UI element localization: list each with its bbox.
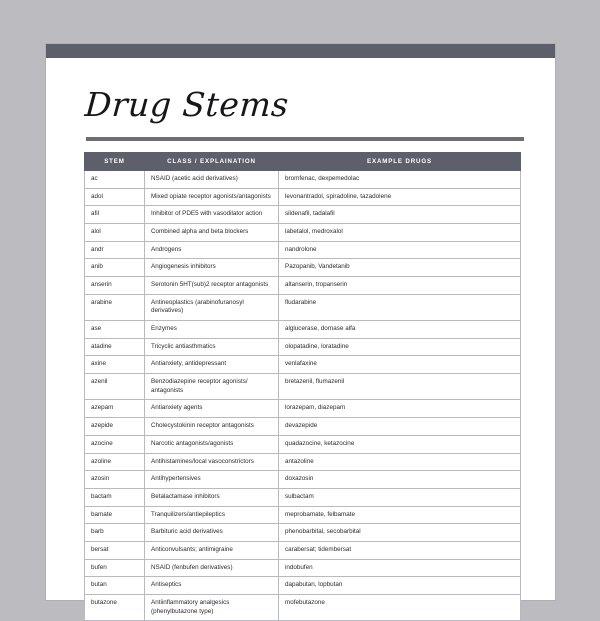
cell-class-explaination: Mixed opiate receptor agonists/antagonists [145,188,279,206]
cell-class-explaination: Antiinflammatory analgesics (phenylbutazone type) [145,595,279,621]
cell-class-explaination: Inhibitor of PDE5 with vasodilator action [145,206,279,224]
cell-stem: alol [85,223,145,241]
cell-example-drugs: lorazepam, diazepam [279,400,521,418]
cell-stem: butazone [85,595,145,621]
table-body [85,170,521,621]
cell-example-drugs: bromfenac, dexpemedolac [279,170,521,188]
cell-stem: anserin [85,276,145,294]
document-sheet [46,44,555,615]
table-row [85,170,521,188]
cell-class-explaination: NSAID (acetic acid derivatives) [145,170,279,188]
table-row [85,488,521,506]
cell-example-drugs: bretazenil, flumazenil [279,374,521,400]
cell-example-drugs: indobufen [279,559,521,577]
cell-class-explaination: Betalactamase inhibitors [145,488,279,506]
cell-example-drugs: mofebutazone [279,595,521,621]
cell-class-explaination: Enzymes [145,321,279,339]
cell-example-drugs: nandrolone [279,241,521,259]
table-row [85,506,521,524]
cell-class-explaination: Antihypertensives [145,471,279,489]
table-row [85,418,521,436]
cell-stem: ase [85,321,145,339]
table-row [85,400,521,418]
table-row [85,559,521,577]
cell-example-drugs: labetalol, medroxalol [279,223,521,241]
cell-example-drugs: sildenafil, tadalafil [279,206,521,224]
cell-example-drugs: antazoline [279,453,521,471]
drug-stems-table-wrapper [84,152,520,621]
cell-example-drugs: devazepide [279,418,521,436]
table-row [85,321,521,339]
page-title: Drug Stems [83,85,291,124]
table-row [85,435,521,453]
table-row [85,577,521,595]
cell-example-drugs: venlafaxine [279,356,521,374]
title-divider [86,137,524,141]
cell-class-explaination: Serotonin 5HT(sub)2 receptor antagonists [145,276,279,294]
cell-class-explaination: Antihistamines/local vasoconstrictors [145,453,279,471]
table-row [85,338,521,356]
cell-example-drugs: doxazosin [279,471,521,489]
cell-class-explaination: Angiogenesis inhibitors [145,259,279,277]
table-row [85,259,521,277]
cell-stem: azocine [85,435,145,453]
cell-stem: azepide [85,418,145,436]
cell-class-explaination: Combined alpha and beta blockers [145,223,279,241]
top-banner [46,44,555,58]
cell-class-explaination: Antineoplastics (arabinofuranosyl derivatives) [145,294,279,320]
cell-example-drugs: carabersat; tidembersat [279,541,521,559]
cell-class-explaination: Cholecystokinin receptor antagonists [145,418,279,436]
table-row [85,524,521,542]
cell-stem: adol [85,188,145,206]
cell-class-explaination: Androgens [145,241,279,259]
cell-stem: andr [85,241,145,259]
cell-class-explaination: Antianxiety, antidepressant [145,356,279,374]
table-row [85,453,521,471]
column-header-class-explaination: CLASS / EXPLAINATION [145,152,279,170]
cell-example-drugs: sulbactam [279,488,521,506]
table-row [85,595,521,621]
cell-class-explaination: Antiseptics [145,577,279,595]
table-row [85,188,521,206]
cell-class-explaination: Narcotic antagonists/agonists [145,435,279,453]
cell-class-explaination: NSAID (fenbufen derivatives) [145,559,279,577]
cell-class-explaination: Antianxiety agents [145,400,279,418]
cell-class-explaination: Barbituric acid derivatives [145,524,279,542]
cell-stem: barb [85,524,145,542]
cell-stem: atadine [85,338,145,356]
cell-example-drugs: olopatadine, loratadine [279,338,521,356]
cell-stem: bersat [85,541,145,559]
cell-stem: afil [85,206,145,224]
cell-stem: azenil [85,374,145,400]
cell-stem: bactam [85,488,145,506]
cell-example-drugs: quadazocine, ketazocine [279,435,521,453]
column-header-stem: STEM [85,152,145,170]
drug-stems-table [84,152,521,621]
cell-stem: azepam [85,400,145,418]
cell-stem: bufen [85,559,145,577]
cell-stem: azosin [85,471,145,489]
table-row [85,241,521,259]
cell-class-explaination: Benzodiazepine receptor agonists/ antagonists [145,374,279,400]
table-row [85,356,521,374]
cell-stem: arabine [85,294,145,320]
cell-stem: anib [85,259,145,277]
cell-class-explaination: Tranquilizers/antiepileptics [145,506,279,524]
cell-example-drugs: alglucerase, dornase alfa [279,321,521,339]
cell-example-drugs: Pazopanib, Vandetanib [279,259,521,277]
cell-example-drugs: dapabutan, lopbutan [279,577,521,595]
cell-stem: bamate [85,506,145,524]
table-row [85,276,521,294]
table-row [85,294,521,320]
table-header-row [85,152,521,170]
column-header-example-drugs: EXAMPLE DRUGS [279,152,521,170]
cell-stem: azoline [85,453,145,471]
table-row [85,471,521,489]
cell-class-explaination: Anticonvulsants; antimigraine [145,541,279,559]
cell-stem: butan [85,577,145,595]
cell-class-explaination: Tricyclic antiasthmatics [145,338,279,356]
cell-example-drugs: altanserin, tropanserin [279,276,521,294]
document-body [46,58,555,615]
cell-stem: axine [85,356,145,374]
table-header [85,152,521,170]
cell-example-drugs: meprobamate, felbamate [279,506,521,524]
table-row [85,223,521,241]
cell-example-drugs: fludarabine [279,294,521,320]
cell-stem: ac [85,170,145,188]
cell-example-drugs: levonantradol, spiradoline, tazadolene [279,188,521,206]
table-row [85,206,521,224]
table-row [85,541,521,559]
cell-example-drugs: phenobarbital, secobarbital [279,524,521,542]
table-row [85,374,521,400]
